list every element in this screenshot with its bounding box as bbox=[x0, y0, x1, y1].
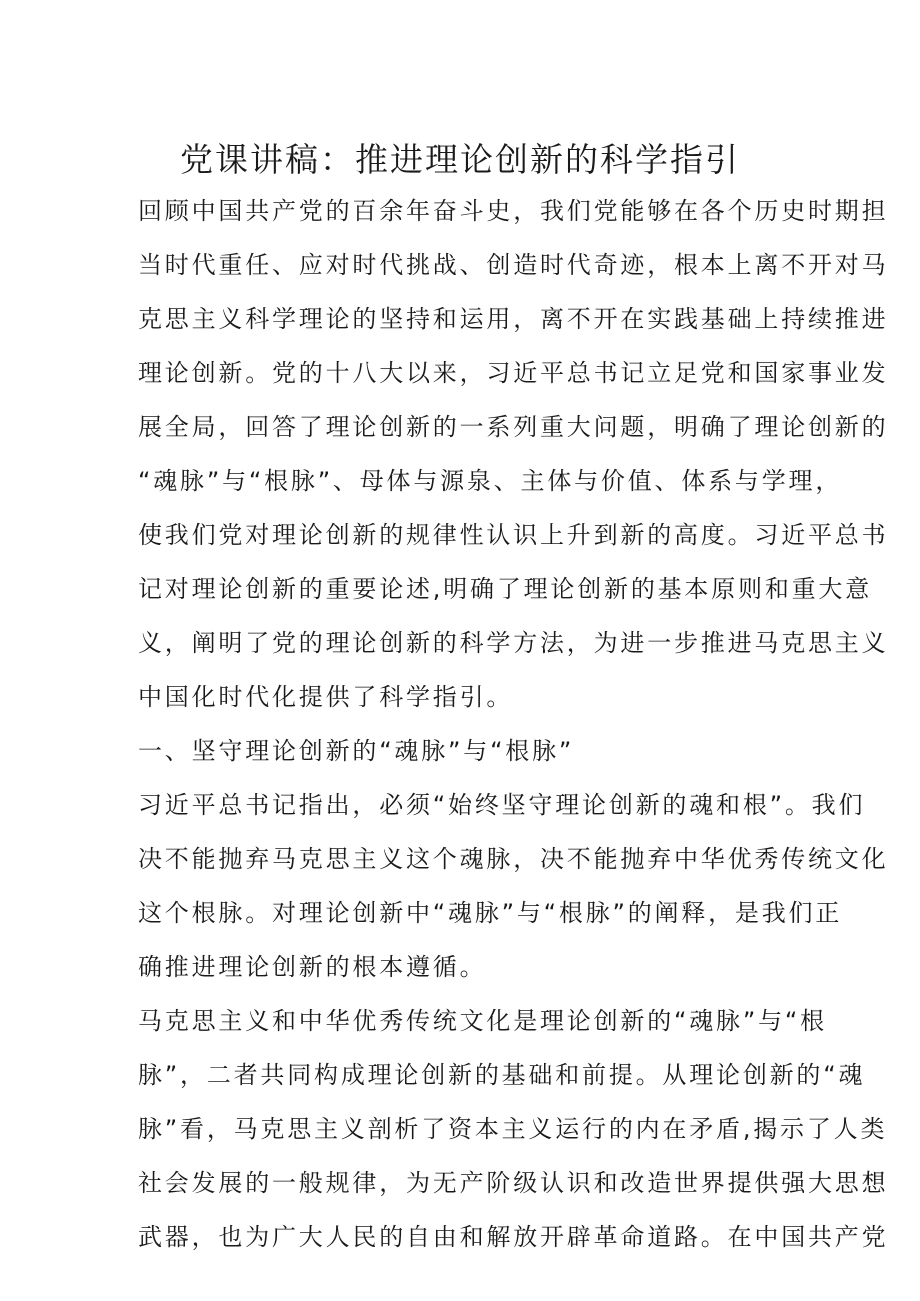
intro-paragraph-line: 理论创新。党的十八大以来，习近平总书记立足党和国家事业发 bbox=[138, 359, 889, 387]
section-paragraph-line: 社会发展的一般规律，为无产阶级认识和改造世界提供强大思想 bbox=[138, 1169, 889, 1197]
section-paragraph-line: 这个根脉。对理论创新中“魂脉”与“根脉”的阐释，是我们正 bbox=[138, 899, 843, 927]
section-paragraph-line: 脉”看，马克思主义剖析了资本主义运行的内在矛盾,揭示了人类 bbox=[138, 1115, 888, 1143]
section-paragraph-line: 武器，也为广大人民的自由和解放开辟革命道路。在中国共产党 bbox=[138, 1223, 889, 1251]
intro-paragraph-line: 中国化时代化提供了科学指引。 bbox=[138, 683, 514, 711]
intro-paragraph-line: 展全局，回答了理论创新的一系列重大问题，明确了理论创新的 bbox=[138, 413, 889, 441]
intro-paragraph-line: 使我们党对理论创新的规律性认识上升到新的高度。习近平总书 bbox=[138, 521, 889, 549]
section-paragraph-line: 确推进理论创新的根本遵循。 bbox=[138, 953, 487, 981]
intro-paragraph-line: 义，阐明了党的理论创新的科学方法，为进一步推进马克思主义 bbox=[138, 629, 889, 657]
intro-paragraph-line: 当时代重任、应对时代挑战、创造时代奇迹，根本上离不开对马 bbox=[138, 251, 889, 279]
intro-paragraph-line: 克思主义科学理论的坚持和运用，离不开在实践基础上持续推进 bbox=[138, 305, 889, 333]
section-paragraph-line: 决不能抛弃马克思主义这个魂脉，决不能抛弃中华优秀传统文化 bbox=[138, 845, 889, 873]
section-paragraph-line: 脉”，二者共同构成理论创新的基础和前提。从理论创新的“魂 bbox=[138, 1061, 866, 1089]
intro-paragraph-line: 记对理论创新的重要论述,明确了理论创新的基本原则和重大意 bbox=[138, 575, 873, 603]
intro-paragraph-line: “魂脉”与“根脉”、母体与源泉、主体与价值、体系与学理， bbox=[138, 467, 843, 495]
intro-paragraph-line: 回顾中国共产党的百余年奋斗史，我们党能够在各个历史时期担 bbox=[138, 197, 889, 225]
section-paragraph-line: 习近平总书记指出，必须“始终坚守理论创新的魂和根”。我们 bbox=[138, 791, 866, 819]
section-paragraph-line: 马克思主义和中华优秀传统文化是理论创新的“魂脉”与“根 bbox=[138, 1007, 827, 1035]
document-body bbox=[138, 184, 889, 1264]
document-title: 党课讲稿：推进理论创新的科学指引 bbox=[180, 140, 740, 179]
section-heading: 一、坚守理论创新的“魂脉”与“根脉” bbox=[138, 737, 575, 765]
